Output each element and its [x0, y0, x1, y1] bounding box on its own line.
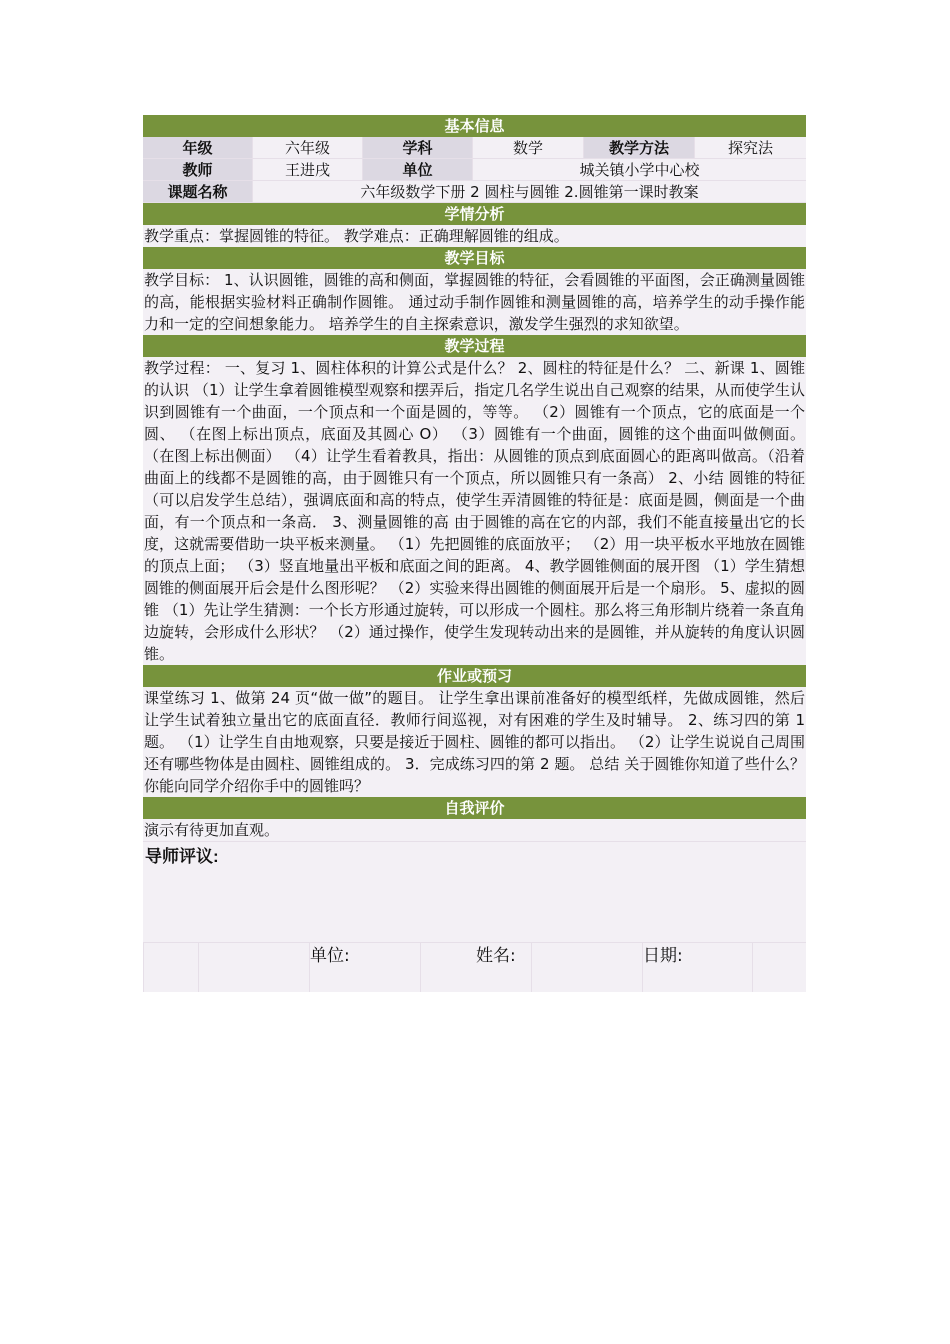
- signature-spacer: [143, 942, 198, 992]
- section-header-teaching-process: 教学过程: [143, 335, 806, 357]
- section-header-teaching-goals: 教学目标: [143, 247, 806, 269]
- method-label: 教学方法: [584, 137, 695, 159]
- date-sign-label: 日期:: [642, 942, 752, 992]
- process-text: 教学过程： 一、复习 1、圆柱体积的计算公式是什么？ 2、圆柱的特征是什么？ 二、新课 1、圆锥的认识 （1）让学生拿着圆锥模型观察和摆弄后，指定几名学生说出自己观察的结果，从而使学生认识到圆锥有一个曲面，一个顶点和一个面是圆的，等等。 （2）圆锥有一个顶点，它的底面是一个圆、 （在图上标出顶点，底面及其圆心 O） （3）圆锥有一个曲面，圆锥的这个曲面叫做侧面。 （在图上标出侧面） （4）让学生看着教具，指出：从圆锥的顶点到底面圆心的距离叫做高。（沿着曲面上的线都不是圆锥的高，由于圆锥只有一个顶点，所以圆锥只有一条高） 2、小结 圆锥的特征（可以启发学生总结），强调底面和高的特点，使学生弄清圆锥的特征是：底面是圆，侧面是一个曲面，有一个顶点和一条高． 3、测量圆锥的高 由于圆锥的高在它的内部，我们不能直接量出它的长度，这就需要借助一块平板来测量。 （1）先把圆锥的底面放平； （2）用一块平板水平地放在圆锥的顶点上面； （3）竖直地量出平板和底面之间的距离。 4、教学圆锥侧面的展开图 （1）学生猜想圆锥的侧面展开后会是什么图形呢？ （2）实验来得出圆锥的侧面展开后是一个扇形。 5、虚拟的圆锥 （1）先让学生猜测：一个长方形通过旋转，可以形成一个圆柱。那么将三角形制片绕着一条直角边旋转，会形成什么形状？ （2）通过操作，使学生发现转动出来的是圆锥，并从旋转的角度认识圆锥。: [144, 359, 805, 663]
- signature-row: [143, 942, 806, 992]
- info-row-3: [143, 181, 806, 203]
- section-header-self-eval: 自我评价: [143, 797, 806, 819]
- info-row-2: [143, 159, 806, 181]
- signature-spacer: [531, 942, 642, 992]
- teacher-label: 教师: [143, 159, 253, 181]
- section-header-homework: 作业或预习: [143, 665, 806, 687]
- unit-label: 单位: [363, 159, 473, 181]
- signature-spacer: [752, 942, 806, 992]
- mentor-review-area: [143, 842, 806, 942]
- self-eval-text: 演示有待更加直观。: [143, 819, 806, 842]
- teacher-value: 王进戌: [253, 159, 363, 181]
- analysis-text: 教学重点：掌握圆锥的特征。 教学难点：正确理解圆锥的组成。: [143, 225, 806, 247]
- unit-value: 城关镇小学中心校: [473, 159, 806, 181]
- grade-label: 年级: [143, 137, 253, 159]
- unit-sign-label: 单位:: [309, 942, 420, 992]
- section-header-basic-info: 基本信息: [143, 115, 806, 137]
- subject-label: 学科: [363, 137, 473, 159]
- info-row-1: [143, 137, 806, 159]
- grade-value: 六年级: [253, 137, 363, 159]
- name-sign-label: 姓名:: [420, 942, 531, 992]
- goals-text: 教学目标： 1、认识圆锥，圆锥的高和侧面，掌握圆锥的特征，会看圆锥的平面图，会正确测量圆锥的高，能根据实验材料正确制作圆锥。 通过动手制作圆锥和测量圆锥的高，培养学生的动手操作能力和一定的空间想象能力。 培养学生的自主探索意识，激发学生强烈的求知欲望。: [144, 271, 805, 333]
- mentor-review-title: 导师评议:: [145, 847, 219, 866]
- lesson-plan-sheet: [143, 115, 806, 992]
- signature-spacer: [198, 942, 309, 992]
- topic-label: 课题名称: [143, 181, 253, 203]
- section-header-learning-analysis: 学情分析: [143, 203, 806, 225]
- subject-value: 数学: [473, 137, 584, 159]
- homework-text: 课堂练习 1、做第 24 页“做一做”的题目。 让学生拿出课前准备好的模型纸样，先做成圆锥，然后让学生试着独立量出它的底面直径．教师行间巡视，对有困难的学生及时辅导。 2、练习四的第 1 题。 （1）让学生自由地观察，只要是接近于圆柱、圆锥的都可以指出。 （2）让学生说说自己周围还有哪些物体是由圆柱、圆锥组成的。 3．完成练习四的第 2 题。 总结 关于圆锥你知道了些什么？你能向同学介绍你手中的圆锥吗？: [144, 689, 805, 795]
- method-value: 探究法: [695, 137, 806, 159]
- topic-value: 六年级数学下册 2 圆柱与圆锥 2.圆锥第一课时教案: [253, 181, 806, 203]
